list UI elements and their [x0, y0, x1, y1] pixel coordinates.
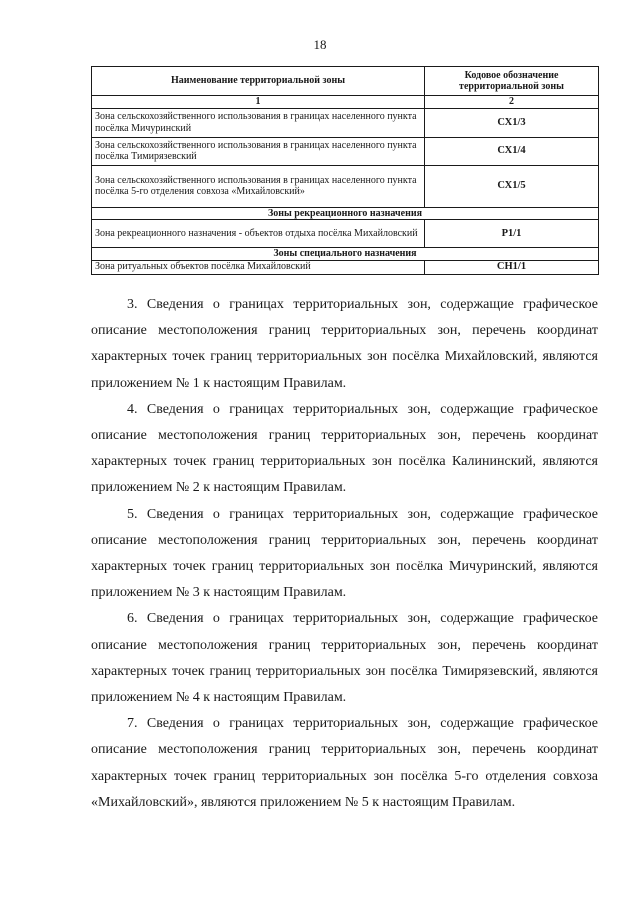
zone-name-cell: Зона рекреационного назначения - объектов отдыха посёлка Михайловский	[92, 220, 425, 248]
zone-code-cell: СХ1/4	[425, 137, 599, 165]
column-number: 2	[425, 96, 599, 109]
table-header-row	[92, 67, 599, 96]
zones-table	[91, 66, 599, 275]
section-title: Зоны специального назначения	[92, 248, 599, 261]
zone-code-cell: СХ1/5	[425, 165, 599, 207]
table-row	[92, 108, 599, 137]
column-number: 1	[92, 96, 425, 109]
paragraph: 4. Сведения о границах территориальных зон, содержащие графическое описание местоположения границ территориальных зон, перечень координат характерных точек границ территориальных зон посёлка Калининский, являются приложением № 2 к настоящим Правилам.	[91, 401, 598, 496]
table-row	[92, 260, 599, 274]
paragraph: 6. Сведения о границах территориальных зон, содержащие графическое описание местоположения границ территориальных зон, перечень координат характерных точек границ территориальных зон посёлка Тимирязевский, являются приложением № 4 к настоящим Правилам.	[91, 611, 598, 706]
section-row	[92, 248, 599, 261]
table-row	[92, 165, 599, 207]
zone-name-cell: Зона сельскохозяйственного использования в границах населенного пункта посёлка Тимирязевский	[92, 137, 425, 165]
table-row	[92, 220, 599, 248]
zone-code-cell: Р1/1	[425, 220, 599, 248]
column-number-row	[92, 96, 599, 109]
zone-code-cell: СН1/1	[425, 260, 599, 274]
paragraph: 3. Сведения о границах территориальных зон, содержащие графическое описание местоположения границ территориальных зон, перечень координат характерных точек границ территориальных зон посёлка Михайловский, являются приложением № 1 к настоящим Правилам.	[91, 297, 598, 391]
zone-name-cell: Зона сельскохозяйственного использования в границах населенного пункта посёлка Мичуринский	[92, 108, 425, 137]
zone-code-cell: СХ1/3	[425, 108, 599, 137]
paragraph: 5. Сведения о границах территориальных зон, содержащие графическое описание местоположения границ территориальных зон, перечень координат характерных точек границ территориальных зон посёлка Мичуринский, являются приложением № 3 к настоящим Правилам.	[91, 506, 598, 601]
zone-name-cell: Зона сельскохозяйственного использования в границах населенного пункта посёлка 5-го отделения совхоза «Михайловский»	[92, 165, 425, 207]
page-number: 18	[313, 37, 327, 52]
column-header-zone-name: Наименование территориальной зоны	[92, 67, 425, 96]
table-row	[92, 137, 599, 165]
body-text	[91, 292, 598, 816]
zone-name-cell: Зона ритуальных объектов посёлка Михайловский	[92, 260, 425, 274]
section-title: Зоны рекреационного назначения	[92, 207, 599, 220]
column-header-zone-code: Кодовое обозначение территориальной зоны	[425, 67, 599, 96]
section-row	[92, 207, 599, 220]
paragraph: 7. Сведения о границах территориальных зон, содержащие графическое описание местоположения границ территориальных зон, перечень координат характерных точек границ территориальных зон посёлка 5-го отделения совхоза «Михайловский», являются приложением № 5 к настоящим Правилам.	[91, 716, 598, 810]
